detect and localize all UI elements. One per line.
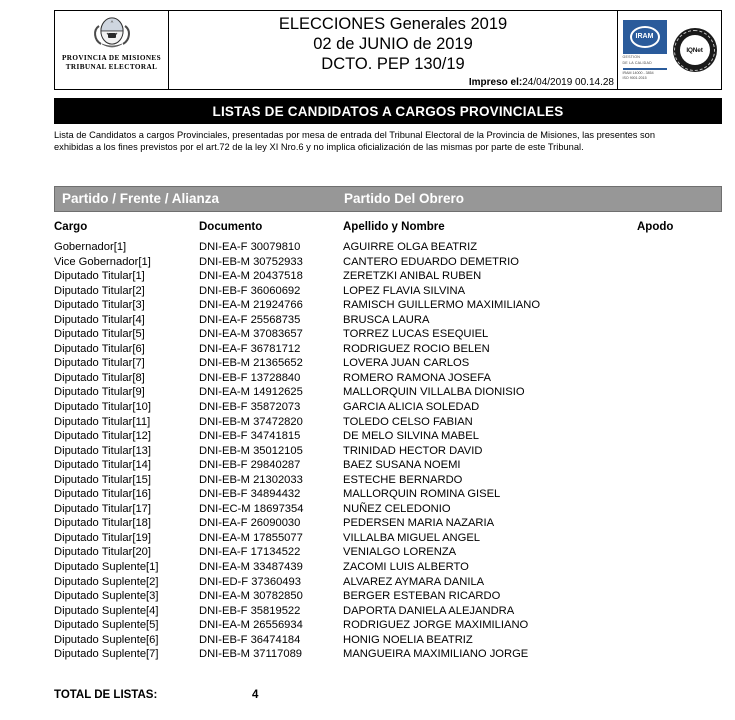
table-row xyxy=(54,255,722,270)
iram-divider xyxy=(623,68,667,70)
table-row xyxy=(54,284,722,299)
cell-cargo: Diputado Titular[19] xyxy=(54,531,152,544)
cell-documento: DNI-EB-F 34894432 xyxy=(199,488,301,501)
cell-cargo: Diputado Titular[10] xyxy=(54,401,152,414)
cell-nombre: MALLORQUIN VILLALBA DIONISIO xyxy=(343,386,525,399)
cell-nombre: ALVAREZ AYMARA DANILA xyxy=(343,575,485,588)
cell-cargo: Diputado Titular[16] xyxy=(54,488,152,501)
column-header-nombre: Apellido y Nombre xyxy=(343,221,445,233)
cell-documento: DNI-EB-M 37117089 xyxy=(199,648,303,661)
cell-nombre: TRINIDAD HECTOR DAVID xyxy=(343,444,483,457)
table-row xyxy=(54,444,722,459)
header-logo-cell xyxy=(55,11,169,89)
cell-nombre: AGUIRRE OLGA BEATRIZ xyxy=(343,241,478,253)
tribunal-caption xyxy=(62,54,161,72)
printed-value: 24/04/2019 00.14.28 xyxy=(522,77,614,88)
cell-documento: DNI-EB-F 13728840 xyxy=(199,371,301,384)
cell-documento: DNI-EA-F 30079810 xyxy=(199,241,301,253)
candidate-table xyxy=(54,240,722,662)
cell-nombre: NUÑEZ CELEDONIO xyxy=(343,502,451,515)
total-lists-value: 4 xyxy=(252,689,259,701)
cell-documento: DNI-EA-F 26090030 xyxy=(199,517,301,530)
cell-documento: DNI-EA-M 20437518 xyxy=(199,270,303,283)
cell-nombre: RAMISCH GUILLERMO MAXIMILIANO xyxy=(343,299,541,312)
cell-cargo: Diputado Titular[5] xyxy=(54,328,145,341)
iram-logo-icon xyxy=(623,20,667,54)
cell-nombre: ZACOMI LUIS ALBERTO xyxy=(343,561,469,574)
cell-documento: DNI-EB-F 36060692 xyxy=(199,284,301,297)
cell-nombre: LOPEZ FLAVIA SILVINA xyxy=(343,284,466,297)
cell-documento: DNI-EB-F 35872073 xyxy=(199,401,301,414)
cell-documento: DNI-EA-M 14912625 xyxy=(199,386,303,399)
table-row xyxy=(54,298,722,313)
tribunal-caption-line2: TRIBUNAL ELECTORAL xyxy=(65,63,158,71)
table-row xyxy=(54,240,722,255)
cell-cargo: Diputado Titular[3] xyxy=(54,299,145,312)
printed-label: Impreso el: xyxy=(468,77,523,88)
cell-cargo: Diputado Suplente[3] xyxy=(54,590,159,603)
cell-cargo: Diputado Suplente[5] xyxy=(54,619,159,632)
section-banner xyxy=(54,98,722,124)
cell-cargo: Diputado Titular[17] xyxy=(54,502,152,515)
cell-nombre: MALLORQUIN ROMINA GISEL xyxy=(343,488,501,501)
cell-cargo: Diputado Suplente[2] xyxy=(54,575,159,588)
cell-documento: DNI-EB-F 35819522 xyxy=(199,604,301,617)
iqnet-ring-decoration xyxy=(674,30,715,71)
cell-cargo: Diputado Titular[9] xyxy=(54,386,145,399)
election-date: 02 de JUNIO de 2019 xyxy=(313,35,473,53)
cell-cargo: Diputado Titular[4] xyxy=(54,313,145,326)
iqnet-logo-text: IQNet xyxy=(680,35,710,65)
cell-documento: DNI-EB-M 21302033 xyxy=(199,473,303,486)
table-row xyxy=(54,385,722,400)
column-header-documento: Documento xyxy=(199,221,263,233)
table-row xyxy=(54,502,722,517)
cell-documento: DNI-EA-M 33487439 xyxy=(199,561,303,574)
table-row xyxy=(54,473,722,488)
cell-documento: DNI-EB-M 30752933 xyxy=(199,255,303,268)
cell-cargo: Diputado Titular[2] xyxy=(54,284,145,297)
cell-nombre: BERGER ESTEBAN RICARDO xyxy=(343,590,501,603)
table-row xyxy=(54,575,722,590)
cell-documento: DNI-EB-F 29840287 xyxy=(199,459,301,472)
cell-nombre: BAEZ SUSANA NOEMI xyxy=(343,459,461,472)
cell-nombre: RODRIGUEZ ROCIO BELEN xyxy=(343,342,490,355)
cell-nombre: DAPORTA DANIELA ALEJANDRA xyxy=(343,604,515,617)
cell-nombre: RODRIGUEZ JORGE MAXIMILIANO xyxy=(343,619,529,632)
cell-nombre: ESTECHE BERNARDO xyxy=(343,473,463,486)
cell-cargo: Diputado Suplente[7] xyxy=(54,648,159,661)
cell-nombre: MANGUEIRA MAXIMILIANO JORGE xyxy=(343,648,529,661)
document-header xyxy=(54,10,722,90)
table-row xyxy=(54,371,722,386)
printed-timestamp xyxy=(469,77,614,88)
cell-cargo: Diputado Titular[12] xyxy=(54,430,152,443)
provincial-coat-of-arms-icon xyxy=(90,16,134,52)
iram-caption-line1: GESTION xyxy=(622,55,641,60)
cell-nombre: TORREZ LUCAS ESEQUIEL xyxy=(343,328,489,341)
cell-documento: DNI-ED-F 37360493 xyxy=(199,575,301,588)
cell-nombre: ROMERO RAMONA JOSEFA xyxy=(343,371,491,384)
cell-documento: DNI-EA-F 36781712 xyxy=(199,342,301,355)
party-name: Partido Del Obrero xyxy=(344,191,465,206)
cell-nombre: LOVERA JUAN CARLOS xyxy=(343,357,470,370)
cell-documento: DNI-EB-M 37472820 xyxy=(199,415,303,428)
cell-cargo: Diputado Titular[14] xyxy=(54,459,152,472)
table-row xyxy=(54,269,722,284)
table-row xyxy=(54,356,722,371)
cell-nombre: CANTERO EDUARDO DEMETRIO xyxy=(343,255,519,268)
cell-cargo: Diputado Titular[6] xyxy=(54,342,145,355)
cell-documento: DNI-EA-F 17134522 xyxy=(199,546,301,559)
cell-cargo: Diputado Titular[15] xyxy=(54,473,152,486)
cell-documento: DNI-EA-F 25568735 xyxy=(199,313,301,326)
table-row xyxy=(54,647,722,662)
cell-documento: DNI-EA-M 30782850 xyxy=(199,590,303,603)
iram-logo-text: IRAM xyxy=(630,26,660,48)
cell-cargo: Diputado Titular[13] xyxy=(54,444,152,457)
table-column-headers xyxy=(54,221,722,237)
table-row xyxy=(54,429,722,444)
cell-nombre: GARCIA ALICIA SOLEDAD xyxy=(343,401,480,414)
cell-cargo: Diputado Titular[18] xyxy=(54,517,152,530)
cell-cargo: Diputado Titular[7] xyxy=(54,357,145,370)
table-row xyxy=(54,531,722,546)
cell-documento: DNI-EA-M 17855077 xyxy=(199,531,303,544)
cell-nombre: HONIG NOELIA BEATRIZ xyxy=(343,633,473,646)
cell-nombre: PEDERSEN MARIA NAZARIA xyxy=(343,517,495,530)
cell-nombre: ZERETZKI ANIBAL RUBEN xyxy=(343,270,482,283)
cell-cargo: Diputado Titular[20] xyxy=(54,546,152,559)
cell-cargo: Diputado Suplente[6] xyxy=(54,633,159,646)
table-row xyxy=(54,458,722,473)
party-label: Partido / Frente / Alianza xyxy=(62,191,220,206)
table-row xyxy=(54,618,722,633)
column-header-apodo: Apodo xyxy=(637,221,674,233)
cell-documento: DNI-EC-M 18697354 xyxy=(199,502,304,515)
table-row xyxy=(54,589,722,604)
cell-cargo: Diputado Suplente[4] xyxy=(54,604,159,617)
intro-line-1: Lista de Candidatos a cargos Provinciales, presentadas por mesa de entrada del Tribunal Electoral de la Provincia de Misiones, las presentes son xyxy=(54,130,656,140)
cell-cargo: Diputado Titular[8] xyxy=(54,371,145,384)
iram-caption-line2: DE LA CALIDAD xyxy=(622,61,652,66)
table-row xyxy=(54,487,722,502)
table-row xyxy=(54,415,722,430)
cell-nombre: BRUSCA LAURA xyxy=(343,313,430,326)
party-header-bar xyxy=(54,186,722,212)
cell-cargo: Diputado Titular[11] xyxy=(54,415,151,428)
table-row xyxy=(54,342,722,357)
iram-iso-line2: ISO 9001:2015 xyxy=(622,75,647,80)
cell-documento: DNI-EA-M 37083657 xyxy=(199,328,303,341)
cell-nombre: TOLEDO CELSO FABIAN xyxy=(343,415,473,428)
table-row xyxy=(54,633,722,648)
table-row xyxy=(54,313,722,328)
intro-disclaimer xyxy=(54,130,722,153)
table-row xyxy=(54,327,722,342)
cell-cargo: Vice Gobernador[1] xyxy=(54,255,151,268)
cell-nombre: DE MELO SILVINA MABEL xyxy=(343,430,479,443)
section-banner-title: LISTAS DE CANDIDATOS A CARGOS PROVINCIALES xyxy=(212,103,564,119)
cell-documento: DNI-EB-F 34741815 xyxy=(199,430,301,443)
election-title: ELECCIONES Generales 2019 xyxy=(278,15,508,33)
total-lists-label: TOTAL DE LISTAS: xyxy=(54,689,158,701)
cell-documento: DNI-EA-M 26556934 xyxy=(199,619,303,632)
tribunal-caption-line1: PROVINCIA DE MISIONES xyxy=(61,54,162,62)
cell-cargo: Diputado Titular[1] xyxy=(54,270,145,283)
iram-iso-line1: IRAM 14000 - 3854 xyxy=(622,71,654,75)
cell-cargo: Diputado Suplente[1] xyxy=(54,561,159,574)
cell-documento: DNI-EB-F 36474184 xyxy=(199,633,301,646)
intro-line-2: exhibidas a los fines previstos por el art.72 de la ley XI Nro.6 y no implica oficialización de las mismas por parte de este Tribunal. xyxy=(54,141,584,152)
table-row xyxy=(54,400,722,415)
iram-certification-logo xyxy=(623,20,670,80)
decree-number: DCTO. PEP 130/19 xyxy=(321,55,465,73)
cell-cargo: Gobernador[1] xyxy=(54,241,127,253)
cell-nombre: VILLALBA MIGUEL ANGEL xyxy=(343,531,481,544)
certification-cell xyxy=(617,11,721,89)
cell-documento: DNI-EB-M 35012105 xyxy=(199,444,303,457)
cell-nombre: VENIALGO LORENZA xyxy=(343,546,457,559)
table-row xyxy=(54,516,722,531)
column-header-cargo: Cargo xyxy=(54,221,88,233)
cell-documento: DNI-EB-M 21365652 xyxy=(199,357,303,370)
iqnet-logo-icon xyxy=(673,28,717,72)
table-row xyxy=(54,560,722,575)
cell-documento: DNI-EA-M 21924766 xyxy=(199,299,303,312)
header-title-cell xyxy=(169,11,617,89)
table-row xyxy=(54,604,722,619)
table-row xyxy=(54,545,722,560)
